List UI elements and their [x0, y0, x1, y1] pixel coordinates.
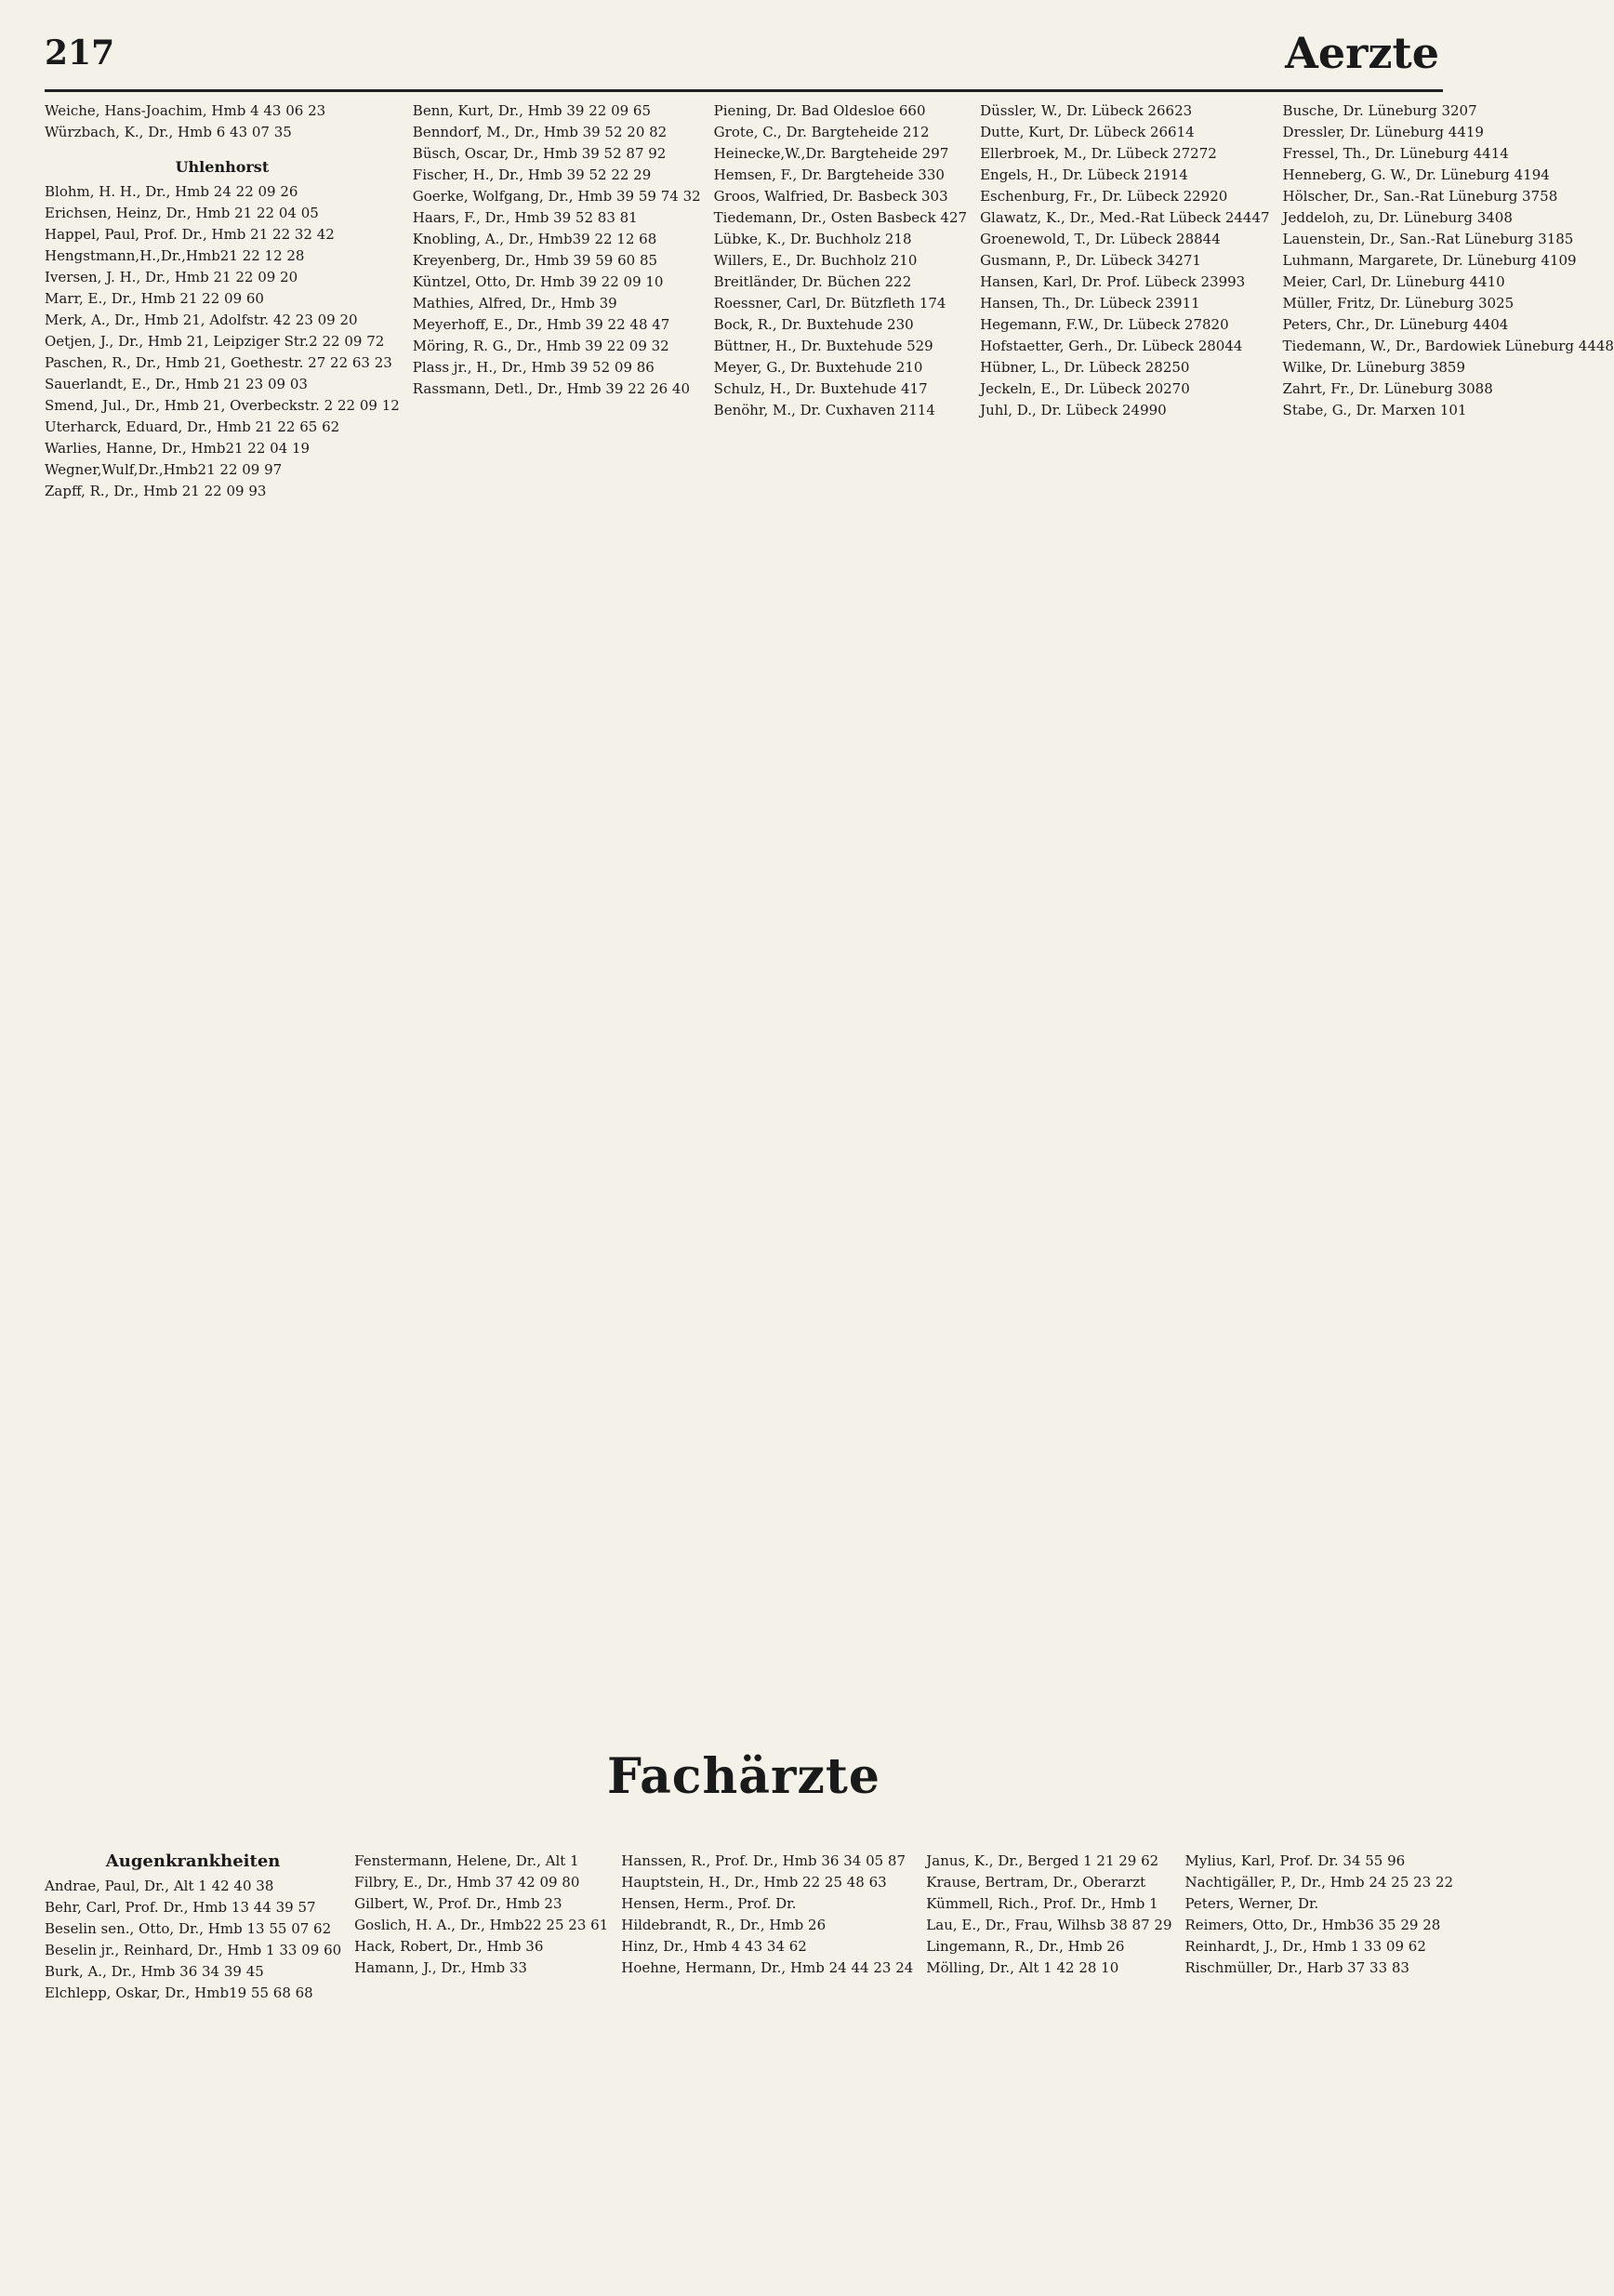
list-item: Meier, Carl, Dr. Lüneburg 4410	[1282, 273, 1505, 290]
list-item: Wilke, Dr. Lüneburg 3859	[1282, 359, 1466, 376]
list-item: Goerke, Wolfgang, Dr., Hmb 39 59 74 32	[412, 188, 701, 205]
list-item: Weiche, Hans-Joachim, Hmb 4 43 06 23	[45, 102, 326, 119]
list-item: Willers, E., Dr. Buchholz 210	[713, 252, 918, 269]
list-item: Meyerhoff, E., Dr., Hmb 39 22 48 47	[412, 316, 670, 333]
list-item: Hansen, Karl, Dr. Prof. Lübeck 23993	[980, 273, 1246, 290]
list-item: Merk, A., Dr., Hmb 21, Adolfstr. 42 23 09 20	[45, 312, 358, 328]
list-item: Beselin jr., Reinhard, Dr., Hmb 1 33 09 60	[45, 1942, 342, 1958]
list-item: Haars, F., Dr., Hmb 39 52 83 81	[412, 209, 638, 226]
list-item: Fenstermann, Helene, Dr., Alt 1	[354, 1852, 579, 1869]
list-item: Hanssen, R., Prof. Dr., Hmb 36 34 05 87	[621, 1852, 906, 1869]
list-item: Tiedemann, W., Dr., Bardowiek Lüneburg 4448	[1282, 338, 1614, 354]
list-item: Fischer, H., Dr., Hmb 39 52 22 29	[412, 166, 652, 183]
list-item: Benn, Kurt, Dr., Hmb 39 22 09 65	[412, 102, 652, 119]
fach-column-3	[621, 1851, 913, 2278]
list-item: Smend, Jul., Dr., Hmb 21, Overbeckstr. 2 22 09 12	[45, 397, 400, 414]
list-item: Reinhardt, J., Dr., Hmb 1 33 09 62	[1184, 1938, 1426, 1955]
list-item: Eschenburg, Fr., Dr. Lübeck 22920	[980, 188, 1228, 205]
list-item: Goslich, H. A., Dr., Hmb22 25 23 61	[354, 1917, 609, 1933]
list-item: Dutte, Kurt, Dr. Lübeck 26614	[980, 124, 1195, 140]
list-item: Elchlepp, Oskar, Dr., Hmb19 55 68 68	[45, 1984, 313, 2001]
list-item: Würzbach, K., Dr., Hmb 6 43 07 35	[45, 124, 292, 140]
list-item: Kümmell, Rich., Prof. Dr., Hmb 1	[926, 1895, 1158, 1912]
list-item: Hengstmann,H.,Dr.,Hmb21 22 12 28	[45, 247, 305, 264]
list-item: Hansen, Th., Dr. Lübeck 23911	[980, 295, 1200, 312]
fach-column-2	[354, 1851, 608, 2278]
list-item: Beselin sen., Otto, Dr., Hmb 13 55 07 62	[45, 1920, 332, 1937]
specialty-heading: Augenkrankheiten	[105, 1851, 281, 1871]
directory-columns	[45, 100, 1614, 1737]
list-item: Happel, Paul, Prof. Dr., Hmb 21 22 32 42	[45, 226, 335, 243]
list-item: Busche, Dr. Lüneburg 3207	[1282, 102, 1477, 119]
list-item: Tiedemann, Dr., Osten Basbeck 427	[713, 209, 968, 226]
list-item: Lauenstein, Dr., San.-Rat Lüneburg 3185	[1282, 231, 1574, 247]
list-item: Peters, Werner, Dr.	[1184, 1895, 1319, 1912]
list-item: Hölscher, Dr., San.-Rat Lüneburg 3758	[1282, 188, 1558, 205]
list-item: Jeddeloh, zu, Dr. Lüneburg 3408	[1282, 209, 1513, 226]
column-2	[413, 100, 701, 1737]
list-item: Hoehne, Hermann, Dr., Hmb 24 44 23 24	[621, 1959, 914, 1976]
list-item: Hauptstein, H., Dr., Hmb 22 25 48 63	[621, 1874, 887, 1891]
list-item: Mylius, Karl, Prof. Dr. 34 55 96	[1184, 1852, 1406, 1869]
list-item: Hegemann, F.W., Dr. Lübeck 27820	[980, 316, 1229, 333]
fach-column-1	[45, 1851, 341, 2278]
list-item: Henneberg, G. W., Dr. Lüneburg 4194	[1282, 166, 1550, 183]
list-item: Mölling, Dr., Alt 1 42 28 10	[926, 1959, 1119, 1976]
list-item: Andrae, Paul, Dr., Alt 1 42 40 38	[45, 1878, 274, 1894]
list-item: Engels, H., Dr. Lübeck 21914	[980, 166, 1188, 183]
list-item: Blohm, H. H., Dr., Hmb 24 22 09 26	[45, 183, 298, 200]
list-item: Benndorf, M., Dr., Hmb 39 52 20 82	[412, 124, 668, 140]
list-item: Oetjen, J., Dr., Hmb 21, Leipziger Str.2 22 09 72	[45, 333, 385, 350]
list-item: Kreyenberg, Dr., Hmb 39 59 60 85	[412, 252, 658, 269]
list-item: Hamann, J., Dr., Hmb 33	[354, 1959, 527, 1976]
list-item: Büttner, H., Dr. Buxtehude 529	[713, 338, 933, 354]
list-item: Roessner, Carl, Dr. Bützfleth 174	[713, 295, 946, 312]
list-item: Glawatz, K., Dr., Med.-Rat Lübeck 24447	[980, 209, 1270, 226]
list-item: Janus, K., Dr., Berged 1 21 29 62	[926, 1852, 1159, 1869]
list-item: Sauerlandt, E., Dr., Hmb 21 23 09 03	[45, 376, 308, 392]
list-item: Lingemann, R., Dr., Hmb 26	[926, 1938, 1125, 1955]
list-item: Dressler, Dr. Lüneburg 4419	[1282, 124, 1484, 140]
list-item: Rassmann, Detl., Dr., Hmb 39 22 26 40	[412, 380, 691, 397]
list-item: Burk, A., Dr., Hmb 36 34 39 45	[45, 1963, 264, 1980]
list-item: Breitländer, Dr. Büchen 222	[713, 273, 912, 290]
list-item: Gusmann, P., Dr. Lübeck 34271	[980, 252, 1201, 269]
list-item: Hofstaetter, Gerh., Dr. Lübeck 28044	[980, 338, 1243, 354]
list-item: Hemsen, F., Dr. Bargteheide 330	[713, 166, 945, 183]
column-5	[1283, 100, 1614, 1737]
list-item: Plass jr., H., Dr., Hmb 39 52 09 86	[412, 359, 655, 376]
fach-column-5	[1185, 1851, 1454, 2278]
list-item: Hensen, Herm., Prof. Dr.	[621, 1895, 797, 1912]
list-item: Meyer, G., Dr. Buxtehude 210	[713, 359, 923, 376]
list-item: Zahrt, Fr., Dr. Lüneburg 3088	[1282, 380, 1493, 397]
list-item: Marr, E., Dr., Hmb 21 22 09 60	[45, 290, 264, 307]
list-item: Groos, Walfried, Dr. Basbeck 303	[713, 188, 948, 205]
fachaerzte-columns	[45, 1851, 1454, 2278]
list-item: Müller, Fritz, Dr. Lüneburg 3025	[1282, 295, 1515, 312]
list-item: Peters, Chr., Dr. Lüneburg 4404	[1282, 316, 1509, 333]
list-item: Hinz, Dr., Hmb 4 43 34 62	[621, 1938, 807, 1955]
list-item: Filbry, E., Dr., Hmb 37 42 09 80	[354, 1874, 580, 1891]
list-item: Reimers, Otto, Dr., Hmb36 35 29 28	[1184, 1917, 1441, 1933]
list-item: Lübke, K., Dr. Buchholz 218	[713, 231, 912, 247]
list-item: Behr, Carl, Prof. Dr., Hmb 13 44 39 57	[45, 1899, 316, 1916]
list-item: Hübner, L., Dr. Lübeck 28250	[980, 359, 1190, 376]
column-1	[45, 100, 400, 1737]
list-item: Benöhr, M., Dr. Cuxhaven 2114	[713, 402, 935, 418]
location-heading: Uhlenhorst	[175, 158, 270, 176]
list-item: Piening, Dr. Bad Oldesloe 660	[713, 102, 926, 119]
header-rule	[45, 89, 1443, 92]
list-item: Uterharck, Eduard, Dr., Hmb 21 22 65 62	[45, 418, 340, 435]
list-item: Grote, C., Dr. Bargteheide 212	[713, 124, 930, 140]
column-4	[980, 100, 1269, 1737]
list-item: Gilbert, W., Prof. Dr., Hmb 23	[354, 1895, 562, 1912]
list-item: Erichsen, Heinz, Dr., Hmb 21 22 04 05	[45, 205, 319, 221]
list-item: Stabe, G., Dr. Marxen 101	[1282, 402, 1467, 418]
list-item: Bock, R., Dr. Buxtehude 230	[713, 316, 914, 333]
list-item: Warlies, Hanne, Dr., Hmb21 22 04 19	[45, 440, 311, 457]
list-item: Küntzel, Otto, Dr. Hmb 39 22 09 10	[412, 273, 664, 290]
list-item: Iversen, J. H., Dr., Hmb 21 22 09 20	[45, 269, 298, 285]
list-item: Knobling, A., Dr., Hmb39 22 12 68	[412, 231, 657, 247]
list-item: Nachtigäller, P., Dr., Hmb 24 25 23 22	[1184, 1874, 1454, 1891]
list-item: Schulz, H., Dr. Buxtehude 417	[713, 380, 928, 397]
list-item: Hack, Robert, Dr., Hmb 36	[354, 1938, 544, 1955]
list-item: Mathies, Alfred, Dr., Hmb 39	[412, 295, 617, 312]
list-item: Groenewold, T., Dr. Lübeck 28844	[980, 231, 1221, 247]
list-item: Zapff, R., Dr., Hmb 21 22 09 93	[45, 483, 267, 499]
list-item: Juhl, D., Dr. Lübeck 24990	[980, 402, 1167, 418]
list-item: Möring, R. G., Dr., Hmb 39 22 09 32	[412, 338, 669, 354]
page-number: 217	[45, 33, 115, 73]
list-item: Ellerbroek, M., Dr. Lübeck 27272	[980, 145, 1217, 162]
list-item: Luhmann, Margarete, Dr. Lüneburg 4109	[1282, 252, 1577, 269]
list-item: Lau, E., Dr., Frau, Wilhsb 38 87 29	[926, 1917, 1172, 1933]
list-item: Düssler, W., Dr. Lübeck 26623	[980, 102, 1193, 119]
list-item: Hildebrandt, R., Dr., Hmb 26	[621, 1917, 827, 1933]
list-item: Heinecke,W.,Dr. Bargteheide 297	[713, 145, 949, 162]
list-item: Rischmüller, Dr., Harb 37 33 83	[1184, 1959, 1409, 1976]
section-title: Aerzte	[1285, 28, 1439, 78]
fachaerzte-title: Fachärzte	[607, 1748, 880, 1805]
list-item: Wegner,Wulf,Dr.,Hmb21 22 09 97	[45, 461, 283, 478]
list-item: Büsch, Oscar, Dr., Hmb 39 52 87 92	[412, 145, 667, 162]
fach-column-4	[926, 1851, 1171, 2278]
column-3	[714, 100, 967, 1737]
list-item: Paschen, R., Dr., Hmb 21, Goethestr. 27 22 63 23	[45, 354, 392, 371]
list-item: Jeckeln, E., Dr. Lübeck 20270	[980, 380, 1190, 397]
list-item: Fressel, Th., Dr. Lüneburg 4414	[1282, 145, 1509, 162]
list-item: Krause, Bertram, Dr., Oberarzt	[926, 1874, 1146, 1891]
